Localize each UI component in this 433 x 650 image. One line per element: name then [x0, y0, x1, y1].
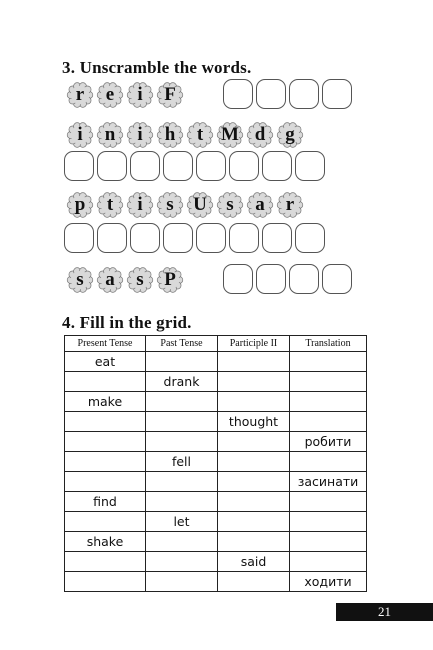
letter-tile-text: i	[137, 194, 143, 215]
letter-tile	[96, 121, 124, 149]
present-tense-cell: shake	[65, 532, 146, 552]
grid-header-row	[65, 336, 367, 352]
participle-ii-cell: said	[218, 552, 290, 572]
letter-tile-text: s	[136, 269, 144, 290]
answer-letter-box[interactable]	[130, 223, 160, 253]
scrambled-word-4-letters	[66, 266, 186, 294]
translation-cell: ходити	[290, 572, 367, 592]
grid-row	[65, 372, 367, 392]
letter-tile-text: i	[137, 84, 143, 105]
letter-tile	[216, 191, 244, 219]
letter-tile-text: s	[226, 194, 234, 215]
letter-tile	[186, 191, 214, 219]
letter-tile	[186, 121, 214, 149]
letter-tile	[156, 81, 184, 109]
letter-tile-text: t	[196, 124, 204, 145]
answer-letter-box[interactable]	[97, 151, 127, 181]
letter-tile	[66, 121, 94, 149]
answer-word-2-boxes	[64, 151, 328, 181]
present-tense-cell: eat	[65, 352, 146, 372]
present-tense-cell[interactable]	[65, 572, 146, 592]
letter-tile	[156, 121, 184, 149]
col-header-participle-ii: Participle II	[218, 336, 290, 352]
letter-tile-text: F	[164, 84, 176, 105]
past-tense-cell[interactable]	[146, 392, 218, 412]
letter-tile	[126, 121, 154, 149]
answer-word-4-boxes	[223, 264, 355, 294]
answer-letter-box[interactable]	[97, 223, 127, 253]
present-tense-cell[interactable]	[65, 472, 146, 492]
grid-row	[65, 352, 367, 372]
present-tense-cell[interactable]	[65, 432, 146, 452]
grid-row	[65, 392, 367, 412]
letter-tile	[126, 266, 154, 294]
past-tense-cell[interactable]	[146, 572, 218, 592]
letter-tile-text: a	[255, 194, 265, 215]
answer-letter-box[interactable]	[229, 151, 259, 181]
answer-letter-box[interactable]	[196, 151, 226, 181]
answer-letter-box[interactable]	[64, 151, 94, 181]
past-tense-cell[interactable]	[146, 352, 218, 372]
letter-tile-text: p	[74, 194, 86, 215]
letter-tile-text: s	[166, 194, 174, 215]
answer-letter-box[interactable]	[322, 79, 352, 109]
answer-letter-box[interactable]	[196, 223, 226, 253]
answer-letter-box[interactable]	[130, 151, 160, 181]
past-tense-cell: drank	[146, 372, 218, 392]
grid-row	[65, 572, 367, 592]
past-tense-cell[interactable]	[146, 552, 218, 572]
participle-ii-cell[interactable]	[218, 472, 290, 492]
exercise-4-heading: 4. Fill in the grid.	[62, 313, 192, 332]
translation-cell[interactable]	[290, 392, 367, 412]
answer-letter-box[interactable]	[262, 223, 292, 253]
answer-letter-box[interactable]	[223, 264, 253, 294]
page-number-badge	[336, 603, 433, 621]
letter-tile-text: M	[221, 124, 239, 145]
letter-tile-text: r	[75, 84, 85, 105]
letter-tile-text: h	[164, 124, 176, 145]
answer-word-1-boxes	[223, 79, 355, 109]
answer-letter-box[interactable]	[229, 223, 259, 253]
letter-tile	[276, 121, 304, 149]
answer-letter-box[interactable]	[256, 79, 286, 109]
participle-ii-cell[interactable]	[218, 352, 290, 372]
letter-tile	[156, 191, 184, 219]
verb-forms-grid	[64, 335, 367, 592]
letter-tile-text: d	[254, 124, 266, 145]
grid-row	[65, 532, 367, 552]
answer-letter-box[interactable]	[289, 79, 319, 109]
answer-letter-box[interactable]	[322, 264, 352, 294]
letter-tile	[66, 81, 94, 109]
answer-letter-box[interactable]	[163, 223, 193, 253]
col-header-past-tense: Past Tense	[146, 336, 218, 352]
translation-cell: робити	[290, 432, 367, 452]
grid-row	[65, 432, 367, 452]
letter-tile	[246, 121, 274, 149]
grid-row	[65, 472, 367, 492]
col-header-translation: Translation	[290, 336, 367, 352]
translation-cell[interactable]	[290, 532, 367, 552]
translation-cell[interactable]	[290, 552, 367, 572]
translation-cell[interactable]	[290, 412, 367, 432]
letter-tile-text: s	[76, 269, 84, 290]
letter-tile	[276, 191, 304, 219]
grid-row	[65, 412, 367, 432]
letter-tile-text: e	[105, 84, 115, 105]
translation-cell[interactable]	[290, 492, 367, 512]
letter-tile	[96, 191, 124, 219]
participle-ii-cell[interactable]	[218, 452, 290, 472]
exercise-3-heading: 3. Unscramble the words.	[62, 58, 252, 77]
answer-letter-box[interactable]	[256, 264, 286, 294]
letter-tile-text: g	[285, 124, 295, 145]
grid-row	[65, 552, 367, 572]
letter-tile-text: i	[77, 124, 83, 145]
letter-tile-text: a	[105, 269, 115, 290]
participle-ii-cell[interactable]	[218, 372, 290, 392]
present-tense-cell[interactable]	[65, 412, 146, 432]
answer-letter-box[interactable]	[262, 151, 292, 181]
scrambled-word-2-letters	[66, 121, 306, 149]
present-tense-cell[interactable]	[65, 552, 146, 572]
scrambled-word-1-letters	[66, 81, 186, 109]
translation-cell: засинати	[290, 472, 367, 492]
letter-tile	[66, 266, 94, 294]
page-number: 21	[378, 604, 391, 619]
present-tense-cell[interactable]	[65, 372, 146, 392]
participle-ii-cell[interactable]	[218, 532, 290, 552]
col-header-present-tense: Present Tense	[65, 336, 146, 352]
letter-tile-text: n	[104, 124, 116, 145]
answer-word-3-boxes	[64, 223, 328, 253]
grid-row	[65, 452, 367, 472]
letter-tile	[246, 191, 274, 219]
participle-ii-cell[interactable]	[218, 512, 290, 532]
present-tense-cell[interactable]	[65, 452, 146, 472]
letter-tile	[66, 191, 94, 219]
letter-tile	[96, 266, 124, 294]
past-tense-cell[interactable]	[146, 412, 218, 432]
answer-letter-box[interactable]	[163, 151, 193, 181]
letter-tile-text: t	[106, 194, 114, 215]
past-tense-cell: let	[146, 512, 218, 532]
past-tense-cell[interactable]	[146, 532, 218, 552]
translation-cell[interactable]	[290, 512, 367, 532]
past-tense-cell[interactable]	[146, 432, 218, 452]
letter-tile-text: U	[193, 194, 207, 215]
participle-ii-cell: thought	[218, 412, 290, 432]
scrambled-word-3-letters	[66, 191, 306, 219]
answer-letter-box[interactable]	[64, 223, 94, 253]
translation-cell[interactable]	[290, 372, 367, 392]
translation-cell[interactable]	[290, 452, 367, 472]
letter-tile	[216, 121, 244, 149]
answer-letter-box[interactable]	[295, 151, 325, 181]
answer-letter-box[interactable]	[295, 223, 325, 253]
letter-tile	[126, 81, 154, 109]
participle-ii-cell[interactable]	[218, 572, 290, 592]
past-tense-cell[interactable]	[146, 492, 218, 512]
grid-row	[65, 512, 367, 532]
present-tense-cell: find	[65, 492, 146, 512]
letter-tile-text: r	[285, 194, 295, 215]
answer-letter-box[interactable]	[223, 79, 253, 109]
letter-tile-text: i	[137, 124, 143, 145]
translation-cell[interactable]	[290, 352, 367, 372]
letter-tile	[96, 81, 124, 109]
letter-tile	[126, 191, 154, 219]
past-tense-cell: fell	[146, 452, 218, 472]
letter-tile	[156, 266, 184, 294]
participle-ii-cell[interactable]	[218, 492, 290, 512]
letter-tile-text: P	[164, 269, 176, 290]
grid-row	[65, 492, 367, 512]
present-tense-cell: make	[65, 392, 146, 412]
past-tense-cell[interactable]	[146, 472, 218, 492]
participle-ii-cell[interactable]	[218, 392, 290, 412]
participle-ii-cell[interactable]	[218, 432, 290, 452]
present-tense-cell[interactable]	[65, 512, 146, 532]
answer-letter-box[interactable]	[289, 264, 319, 294]
